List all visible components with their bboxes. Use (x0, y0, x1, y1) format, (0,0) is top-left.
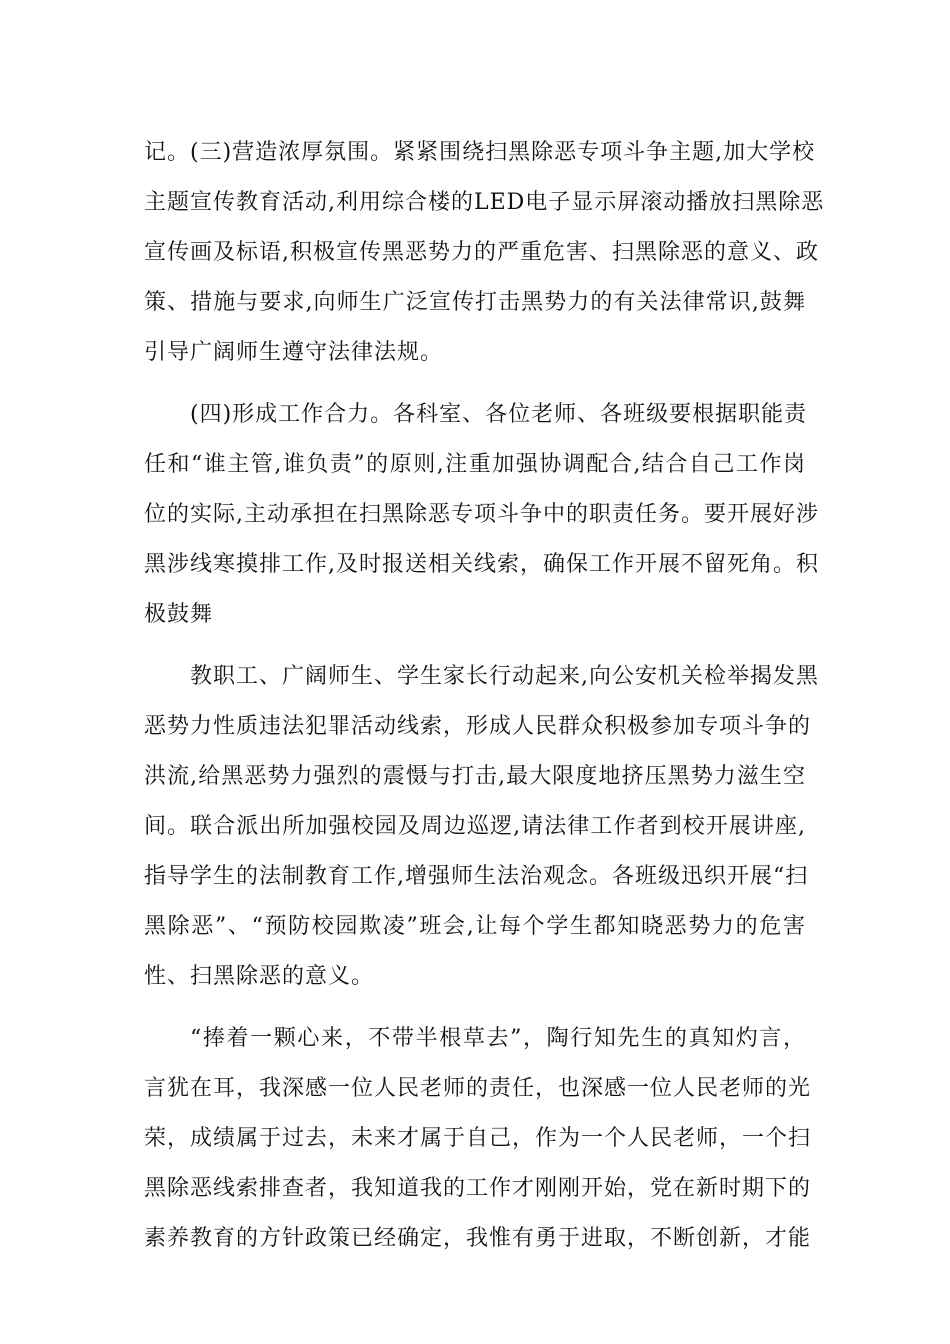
text-line: 素养教育的方针政策已经确定，我惟有勇于进取，不断创新，才能 (144, 1226, 812, 1251)
text-line: 黑涉线寒摸排工作,及时报送相关线索，确保工作开展不留死角。积 (144, 552, 819, 577)
text-line: 记。(三)营造浓厚氛围。紧紧围绕扫黑除恶专项斗争主题,加大学校 (144, 140, 816, 165)
paragraph-6 (144, 1014, 812, 1264)
text-line: 位的实际,主动承担在扫黑除恶专项斗争中的职责任务。要开展好涉 (144, 502, 819, 527)
text-line: 黑除恶”、“预防校园欺凌”班会,让每个学生都知晓恶势力的危害 (144, 914, 806, 939)
text-line: 引导广阔师生遵守法律法规。 (144, 340, 444, 365)
paragraph-gap (144, 378, 806, 390)
text-line: 极鼓舞 (144, 602, 214, 627)
paragraph-gap (144, 1002, 806, 1014)
text-line: 主题宣传教育活动,利用综合楼的LED电子显示屏滚动播放扫黑除恶 (144, 190, 825, 215)
paragraph-4 (144, 390, 819, 640)
text-line: 宣传画及标语,积极宣传黑恶势力的严重危害、扫黑除恶的意义、政 (144, 240, 819, 265)
text-line: (四)形成工作合力。各科室、各位老师、各班级要根据职能责 (190, 402, 808, 427)
text-line: 言犹在耳，我深感一位人民老师的责任，也深感一位人民老师的光 (144, 1076, 812, 1101)
text-line: 策、措施与要求,向师生广泛宣传打击黑势力的有关法律常识,鼓舞 (144, 290, 806, 315)
text-line: 任和“谁主管,谁负责”的原则,注重加强协调配合,结合自己工作岗 (144, 452, 806, 477)
paragraph-3 (144, 128, 825, 378)
text-line: 洪流,给黑恶势力强烈的震慑与打击,最大限度地挤压黑势力滋生空 (144, 764, 806, 789)
document-body (144, 128, 825, 1264)
paragraph-gap (144, 640, 806, 652)
text-line: 指导学生的法制教育工作,增强师生法治观念。各班级迅织开展“扫 (144, 864, 809, 889)
text-line: 性、扫黑除恶的意义。 (144, 964, 375, 989)
text-line: 黑除恶线索排查者，我知道我的工作才刚刚开始，党在新时期下的 (144, 1176, 812, 1201)
text-line: 荣，成绩属于过去，未来才属于自己，作为一个人民老师，一个扫 (144, 1126, 812, 1151)
paragraph-5 (144, 652, 819, 1002)
text-line: “捧着一颗心来，不带半根草去”，陶行知先生的真知灼言， (190, 1026, 806, 1051)
text-line: 教职工、广阔师生、学生家长行动起来,向公安机关检举揭发黑 (190, 664, 819, 689)
text-line: 恶势力性质违法犯罪活动线索，形成人民群众积极参加专项斗争的 (144, 714, 812, 739)
text-line: 间。联合派出所加强校园及周边巡逻,请法律工作者到校开展讲座, (144, 814, 806, 839)
